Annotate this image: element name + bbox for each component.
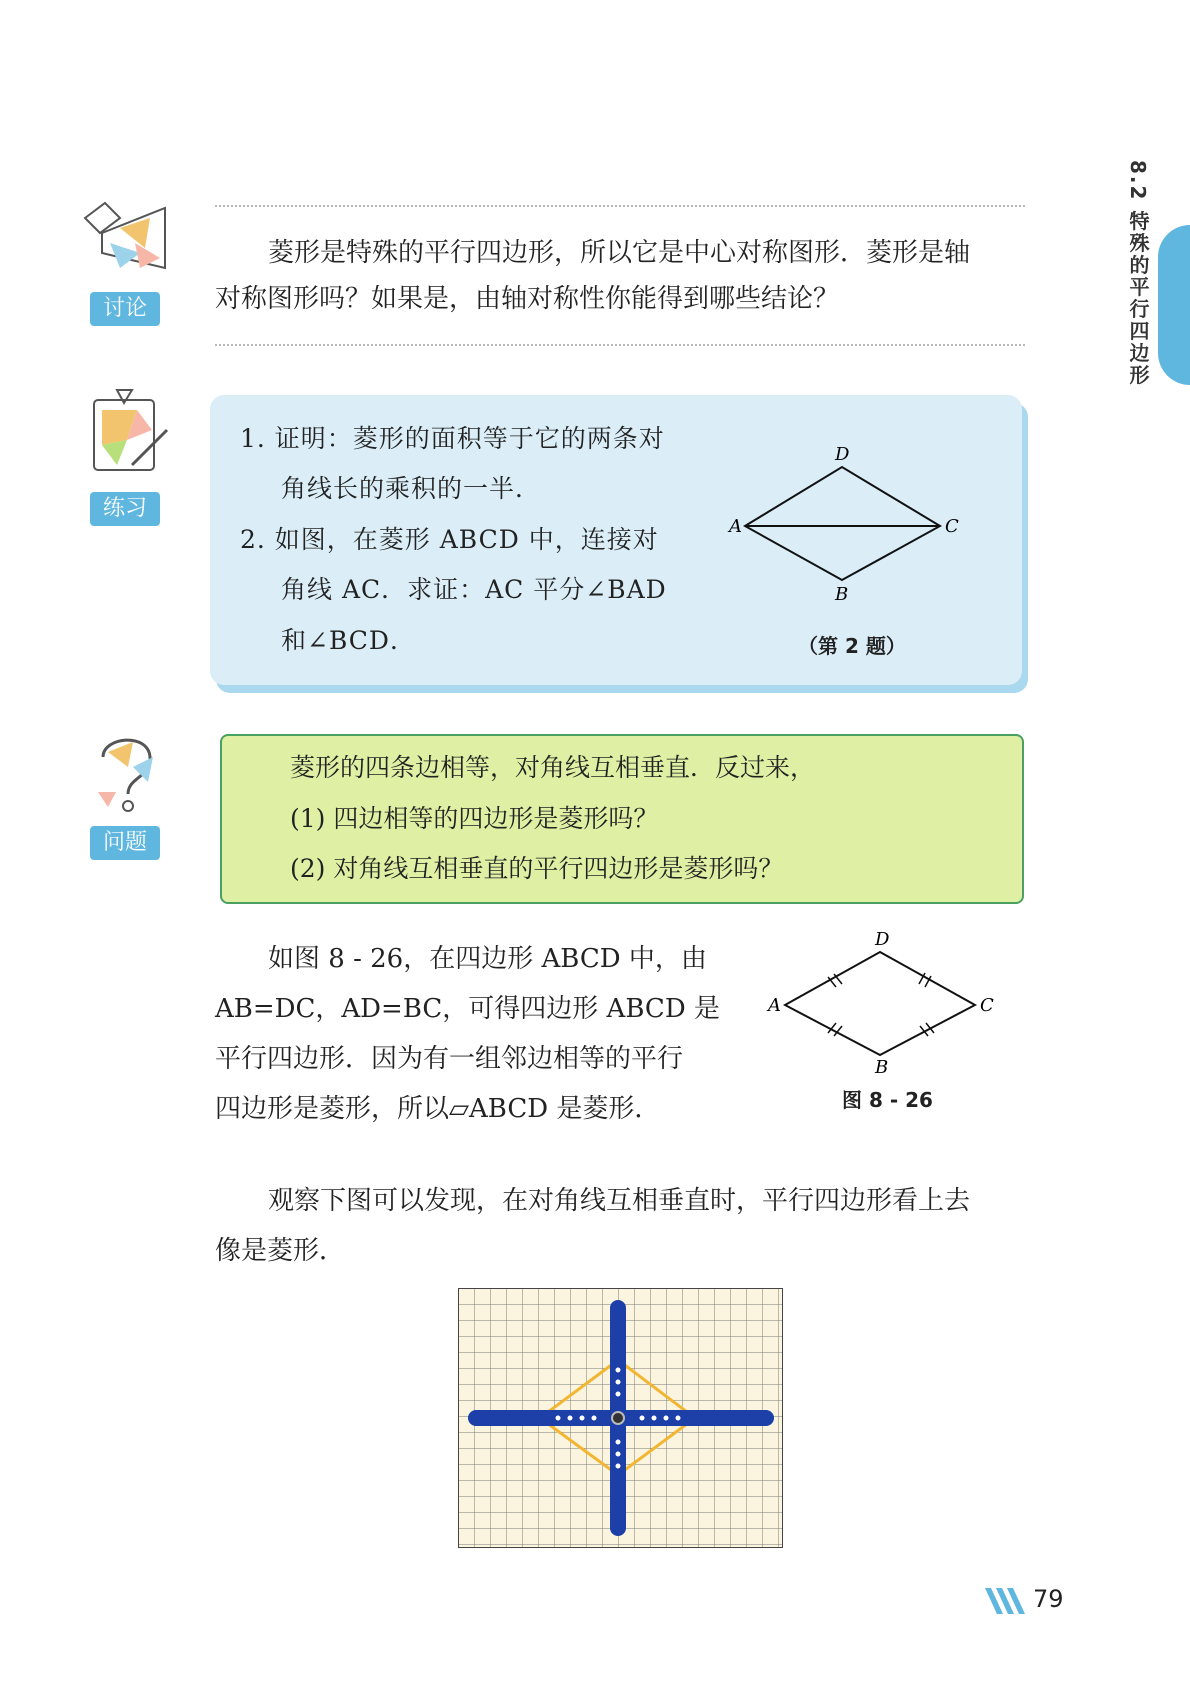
observation-line-1: 观察下图可以发现，在对角线互相垂直时，平行四边形看上去 (268, 1186, 971, 1216)
section-side-label (1120, 160, 1150, 386)
discussion-line-2: 对称图形吗？如果是，由轴对称性你能得到哪些结论？ (215, 284, 840, 314)
vertex-label-c: C (945, 516, 959, 537)
question-mark-icon (88, 732, 168, 817)
practice-line-3: 2. 如图，在菱形 ABCD 中，连接对 (240, 525, 659, 554)
vertex-label-c: C (980, 995, 994, 1016)
grid-rods-figure (458, 1288, 783, 1548)
notebook-pencil-icon (82, 385, 172, 485)
vertex-label-a: A (729, 516, 742, 537)
figure-8-26-caption: 图 8 - 26 (842, 1088, 933, 1112)
page-stripes-icon (985, 1588, 1030, 1614)
question-tag: 问题 (90, 826, 160, 860)
side-tab-decoration (1158, 225, 1190, 385)
explanation-line-1: 如图 8 - 26，在四边形 ABCD 中，由 (268, 944, 707, 974)
explanation-line-3: 平行四边形．因为有一组邻边相等的平行 (215, 1044, 684, 1074)
divider (215, 205, 1025, 207)
vertex-label-d: D (875, 929, 890, 950)
explanation-line-2: AB=DC，AD=BC，可得四边形 ABCD 是 (215, 994, 720, 1024)
vertex-label-d: D (835, 444, 850, 465)
rhombus-figure-8-26 (760, 925, 1000, 1075)
vertex-label-a: A (768, 995, 781, 1016)
divider (215, 344, 1025, 346)
question-line-2: (1) 四边相等的四边形是菱形吗？ (290, 804, 659, 833)
question-line-1: 菱形的四条边相等，对角线互相垂直．反过来， (290, 753, 816, 782)
section-number: 8.2 (1126, 160, 1150, 202)
discussion-line-1: 菱形是特殊的平行四边形，所以它是中心对称图形．菱形是轴 (268, 238, 971, 268)
tangram-discussion-icon (80, 198, 175, 278)
practice-line-5: 和∠BCD． (281, 626, 416, 655)
practice-line-1: 1. 证明：菱形的面积等于它的两条对 (240, 424, 665, 453)
observation-line-2: 像是菱形． (215, 1236, 346, 1266)
problem-2-caption: （第 2 题） (798, 634, 906, 658)
page-number: 79 (1033, 1585, 1064, 1613)
vertex-label-b: B (835, 584, 849, 600)
practice-line-2: 角线长的乘积的一半． (281, 474, 542, 503)
practice-tag: 练习 (90, 492, 160, 526)
rhombus-figure-problem-2 (725, 440, 975, 600)
question-line-3: (2) 对角线互相垂直的平行四边形是菱形吗？ (290, 854, 784, 883)
discussion-tag: 讨论 (90, 292, 160, 326)
practice-line-4: 角线 AC．求证：AC 平分∠BAD (281, 575, 667, 604)
section-title: 特殊的平行四边形 (1126, 210, 1150, 387)
vertex-label-b: B (875, 1057, 889, 1075)
explanation-line-4: 四边形是菱形，所以▱ABCD 是菱形． (215, 1094, 661, 1124)
